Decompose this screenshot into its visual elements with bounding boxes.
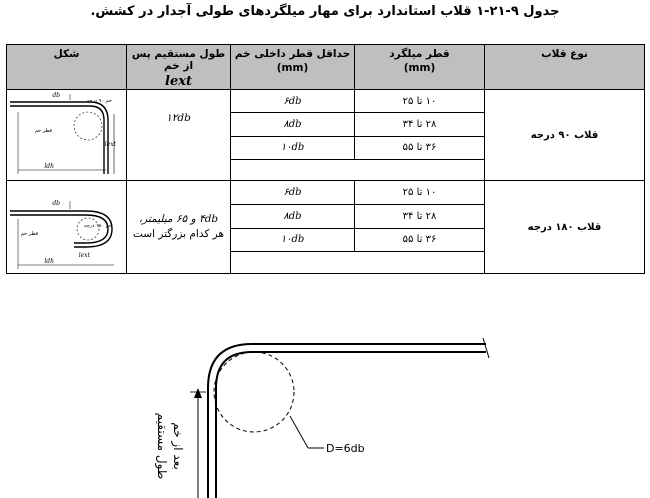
figure-90-cell [7, 90, 127, 181]
bar-size-cell: ۱۰ تا ۲۵ [355, 90, 485, 113]
blank-cell [231, 252, 485, 274]
bar-size-cell: ۲۸ تا ۳۴ [355, 204, 485, 228]
inner-diameter-cell: ۸db [231, 204, 355, 228]
inner-diameter-cell: ۶db [231, 181, 355, 205]
ldh-label: ldh [44, 163, 54, 170]
table-row [7, 90, 645, 113]
table-caption: جدول ۹-۲۱-۱ قلاب استاندارد برای مهار میلگردهای طولی آجدار در کشش. [90, 4, 560, 19]
bend-label: خم ۱۸۰ درجه [83, 223, 112, 229]
hook-180-sketch [8, 181, 126, 273]
straight-length-180 [127, 181, 231, 274]
header-straight-length: طول مستقیم پس از خم lext [127, 45, 231, 90]
hook-detail-drawing [130, 322, 500, 498]
inner-diameter-cell: ۱۰db [231, 228, 355, 252]
bar-size-cell: ۳۶ تا ۵۵ [355, 228, 485, 252]
ldh-label: ldh [44, 258, 54, 265]
header-bar-diameter: قطر میلگرد (mm) [355, 45, 485, 90]
straight-length-90: ۱۲db [127, 90, 231, 181]
bar-size-cell: ۱۰ تا ۲۵ [355, 181, 485, 205]
lext-label: lext [104, 141, 116, 148]
figure-180-cell [7, 181, 127, 274]
straight-length-180-line2: هر کدام بزرگتر است [132, 228, 225, 240]
inner-diameter-cell: ۶db [231, 90, 355, 113]
db-label: db [52, 200, 60, 207]
standard-hook-table [6, 44, 645, 274]
bend-label: خم ۹۰ درجه [86, 98, 112, 104]
table-row [7, 181, 645, 205]
straight-length-label-line1: طول مستقیم [155, 412, 169, 480]
hook-type-180: قلاب ۱۸۰ درجه [485, 181, 645, 274]
straight-length-180-line1: ۴db و ۶۵ میلیمتر، [138, 213, 219, 225]
lext-label: lext [78, 252, 90, 259]
header-min-inner-diameter: حداقل قطر داخلی خم (mm) [231, 45, 355, 90]
blank-cell [231, 159, 485, 180]
inner-diameter-cell: ۸db [231, 113, 355, 136]
bar-size-cell: ۳۶ تا ۵۵ [355, 136, 485, 159]
inner-diameter-cell: ۱۰db [231, 136, 355, 159]
inner-diameter-label: قطر خم [34, 128, 52, 134]
straight-length-label-line2: بعد از خم [171, 422, 185, 470]
inner-diameter-label: قطر خم [20, 231, 38, 237]
header-hook-type: نوع قلاب [485, 45, 645, 90]
header-figure: شکل [7, 45, 127, 90]
bar-size-cell: ۲۸ تا ۳۴ [355, 113, 485, 136]
db-label: db [52, 92, 60, 99]
diameter-label: D=6db [326, 442, 365, 455]
hook-90-sketch [8, 90, 126, 180]
hook-type-90: قلاب ۹۰ درجه [485, 90, 645, 181]
table-header-row [7, 45, 645, 90]
